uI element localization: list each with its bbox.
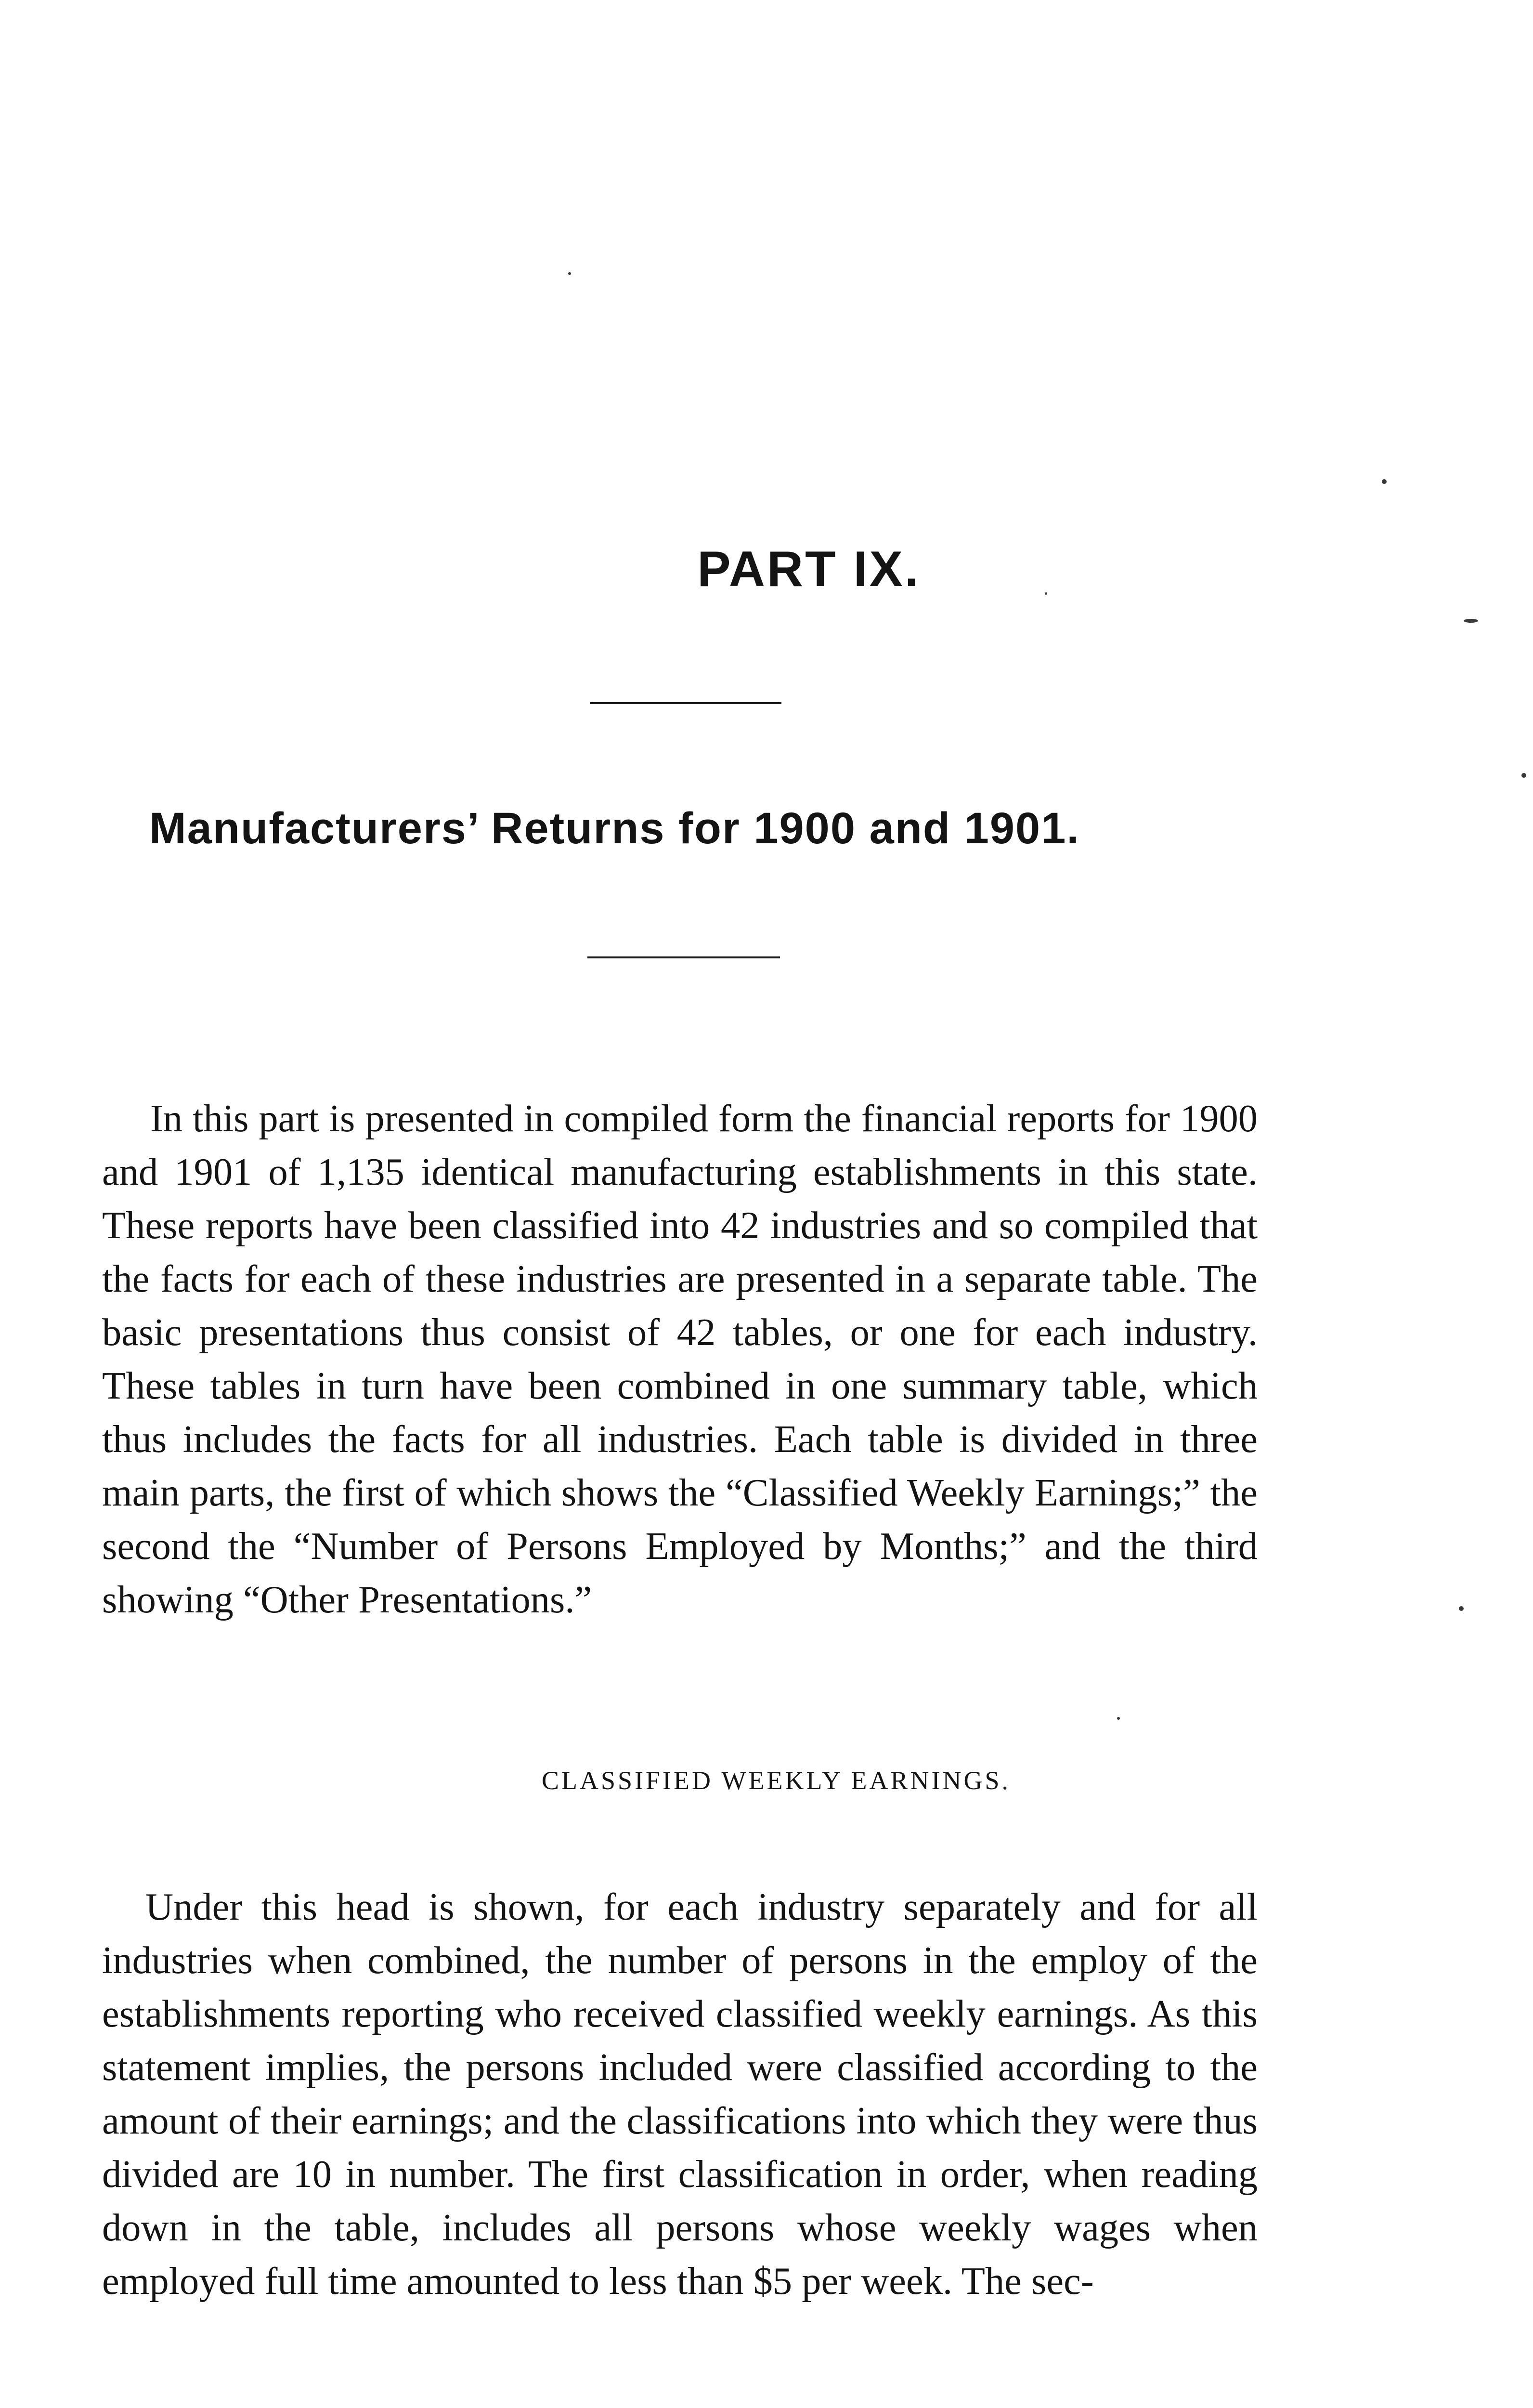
part-title: PART IX. — [697, 541, 921, 597]
scan-speck — [1521, 773, 1526, 778]
scan-speck — [1464, 619, 1478, 623]
earnings-paragraph: Under this head is shown, for each industry separately and for all industries when combined, the number of persons in the employ of the establishments reporting who received classified weekly earnings. As this statement implies, the persons included were classified according to the amount of their earnings; and the classifications into which they were thus divided are 10 in number. The first classification in order, when reading down in the table, includes all persons whose weekly wages when employed full time amounted to less than $5 per week. The sec- — [102, 1885, 1258, 2303]
subheading-classified-weekly-earnings: CLASSIFIED WEEKLY EARNINGS. — [541, 1766, 1011, 1795]
scan-speck — [1459, 1606, 1464, 1611]
scan-speck — [1045, 592, 1047, 595]
intro-paragraph: In this part is presented in compiled form the financial reports for 1900 and 1901 of 1,135 identical manufacturing establishments in this state. These reports have been classified into 42 industries and so compiled that the facts for each of these industries are presented in a separate table. The basic presentations thus consist of 42 tables, or one for each industry. These tables in turn have been combined in one summary table, which thus includes the facts for all industries. Each table is divided in three main parts, the first of which shows the “Classified Weekly Earnings;” the second the “Number of Persons Employed by Months;” and the third showing “Other Presentations.” — [102, 1097, 1258, 1621]
section-title: Manufacturers’ Returns for 1900 and 1901. — [149, 804, 1080, 853]
title-rule-bottom — [587, 956, 780, 958]
scan-speck — [1117, 1717, 1120, 1720]
scan-speck — [568, 272, 571, 275]
title-rule-top — [590, 702, 781, 704]
scan-speck — [1382, 479, 1387, 484]
